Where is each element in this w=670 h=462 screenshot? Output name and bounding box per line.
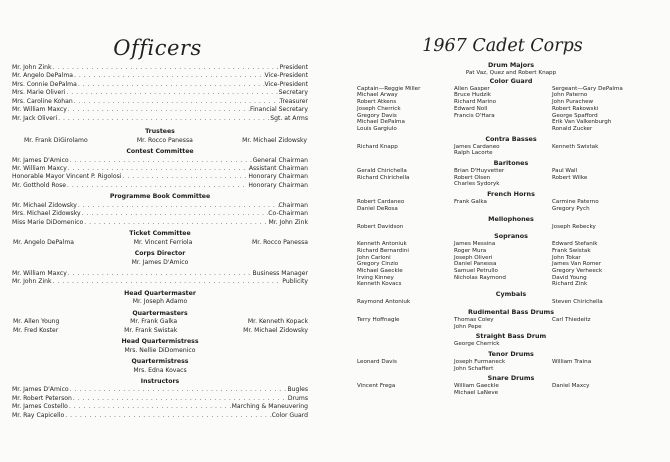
member-name: Robert Wilke [552, 174, 588, 181]
member-name: Leonard Davis [357, 358, 397, 365]
member-name: Paul Wall [552, 168, 578, 175]
trustees-heading: Trustees [145, 128, 175, 136]
name-column [552, 383, 665, 390]
officers-title: Officers [113, 36, 202, 60]
entry-role: Chairman [278, 201, 308, 209]
name-column [357, 224, 454, 231]
entry-role: President [279, 64, 308, 71]
member-name: George Cherrick [454, 341, 500, 348]
dotted-entry [12, 219, 308, 227]
trustee-name: Mr. Rocco Panessa [136, 136, 193, 144]
member-name: Daniel DeRosa [357, 205, 398, 212]
entry-role: Business Manager [252, 269, 308, 277]
entry-role: Secretary [278, 89, 308, 97]
member-name: Vincent Frega [357, 383, 396, 390]
entry-name: Mrs. Michael Zidowsky [12, 210, 81, 218]
member-name: Robert Rakowski [552, 105, 599, 112]
straight-bass-heading: Straight Bass Drum [475, 332, 547, 341]
leader-dots [83, 219, 268, 227]
name-column [552, 144, 665, 151]
member-name: Thomas Coley [454, 316, 494, 323]
member-name: Nicholas Raymond [454, 274, 506, 281]
qm-name: Mr. Fred Koster [13, 326, 59, 334]
entry-name: Mr. William Maxcy [12, 269, 67, 277]
leader-dots [67, 106, 250, 114]
section [357, 199, 665, 212]
name-column [357, 199, 454, 212]
member-name: Michael LaNeve [454, 390, 499, 397]
member-name: Michael Gaeckle [357, 268, 403, 275]
member-name: Gregory Verheeck [552, 268, 603, 275]
dotted-entry [12, 173, 308, 181]
leader-dots [67, 270, 253, 278]
entry-name: Mr. Angelo DePalma [12, 72, 74, 80]
dotted-entry [12, 403, 308, 411]
member-name: William Traina [552, 358, 592, 365]
member-name: Frank Swistak [552, 247, 591, 254]
member-name: Kenneth Antoniuk [357, 241, 407, 248]
section [357, 317, 665, 330]
member-name: John Schaffert [454, 365, 494, 372]
member-name: Terry Hoffnagle [357, 316, 400, 323]
dotted-entry [12, 386, 308, 394]
name-column [454, 383, 552, 396]
dotted-entry [12, 395, 308, 403]
member-name: Daniel Panessa [454, 261, 497, 268]
name-column [357, 168, 454, 181]
drum-majors-heading: Drum Majors [487, 61, 535, 69]
member-name: Roger Mura [454, 247, 487, 254]
member-name: Robert Davidson [357, 223, 404, 230]
head-qm-heading: Head Quartermaster [124, 289, 196, 297]
member-name: Bruce Hudzik [454, 92, 492, 99]
sopranos-heading: Sopranos [494, 232, 528, 241]
member-name: Raymond Antoniuk [357, 299, 411, 306]
member-name: James Van Romer [552, 261, 602, 268]
name-column [552, 359, 665, 366]
dotted-entry [12, 202, 308, 210]
section [357, 144, 665, 157]
member-name: Ralph Lacorte [454, 150, 493, 157]
member-name: Ronald Zucker [552, 125, 593, 132]
entry-name: Mr. John Zink [12, 64, 52, 71]
instructors-list [12, 386, 308, 420]
dotted-entry [12, 278, 308, 286]
member-name: Carmine Paterno [552, 199, 599, 206]
color-guard-heading: Color Guard [489, 76, 533, 85]
member-name: Francis O'Hara [454, 112, 495, 119]
entry-name: Mr. James Costello [12, 403, 68, 411]
name-column [357, 144, 454, 151]
name-column [357, 241, 454, 288]
member-name: Edward Noll [454, 105, 488, 112]
name-column [357, 383, 454, 390]
member-name: Richard Chirichella [357, 174, 410, 181]
member-name: John Purachew [552, 99, 594, 106]
member-name: Joseph Rebecky [552, 223, 596, 230]
member-name: Erik Van Valkenburgh [552, 119, 612, 126]
cymbals-heading: Cymbals [495, 290, 527, 299]
member-name: Robert Olsen [454, 174, 491, 181]
member-name: Daniel Maxcy [552, 383, 590, 390]
member-name: Joseph Furmaneck [454, 358, 506, 365]
qm-name: Mr. Michael Zidowsky [243, 326, 308, 334]
member-name: Gerald Chirichella [357, 168, 407, 175]
dotted-entry [12, 81, 308, 89]
entry-name: Mr. Ray Capicello [12, 411, 65, 419]
ticket-name: Mr. Rocco Panessa [252, 238, 308, 246]
trustee-name: Mr. Frank DiGirolamo [24, 136, 88, 144]
leader-dots [77, 202, 279, 210]
leader-dots [69, 157, 253, 165]
entry-role: Honorary Chairman [248, 181, 308, 189]
entry-name: Mrs. Connie DePalma [12, 80, 77, 88]
member-name: David Young [552, 274, 587, 281]
entry-role: Sgt. at Arms [270, 114, 308, 122]
dotted-entry [12, 270, 308, 278]
dotted-entry [12, 72, 308, 80]
baritones-heading: Baritones [493, 159, 529, 168]
leader-dots [65, 89, 278, 97]
member-name: Gregory Cinzio [357, 261, 399, 268]
section [357, 224, 665, 231]
entry-role: Color Guard [271, 411, 308, 419]
programme-list [12, 202, 308, 227]
member-name: Joseph Cherrick [357, 105, 401, 112]
qmistress-name: Mrs. Edna Kovacs [133, 366, 187, 374]
member-name: Carl Thiedeitz [552, 316, 591, 323]
member-name: Robert Cardaneo [357, 199, 405, 206]
member-name: Captain—Reggie Miller [357, 85, 421, 92]
entry-name: Mr. William Maxcy [12, 164, 67, 172]
member-name: Kenneth Kovacs [357, 281, 402, 288]
member-name: William Gaeckle [454, 383, 499, 390]
leader-dots [69, 386, 288, 394]
entry-name: Honorable Mayor Vincent P. Rigolosi [12, 173, 122, 181]
entry-role: Financial Secretary [250, 106, 308, 114]
leader-dots [68, 403, 232, 411]
snare-heading: Snare Drums [487, 374, 535, 383]
corps-body [357, 61, 665, 399]
entry-role: Vice-President [264, 80, 308, 88]
leader-dots [77, 81, 265, 89]
entry-name: Mr. William Maxcy [12, 106, 67, 114]
member-name: John Carloni [357, 254, 391, 261]
entry-name: Mrs. Marie Oliveri [12, 89, 66, 97]
straight-bass-row [357, 341, 665, 348]
member-name: Kenneth Swistak [552, 143, 599, 150]
member-name: John Paterno [552, 92, 588, 99]
name-column [552, 224, 665, 231]
trustee-name: Mr. Michael Zidowsky [242, 136, 307, 144]
member-name: George Spafford [552, 112, 598, 119]
head-qmistress-heading: Head Quartermistress [121, 338, 199, 346]
instructors-heading: Instructors [140, 377, 180, 385]
officers-body [12, 64, 308, 420]
programme-heading: Programme Book Committee [109, 193, 211, 201]
entry-name: Mr. Michael Zidowsky [12, 201, 77, 209]
name-column [454, 86, 552, 120]
member-name: James Messina [454, 241, 496, 248]
officers-list [12, 64, 308, 123]
name-column [357, 317, 454, 324]
section [357, 383, 665, 396]
entry-name: Mr. Jack Oliveri [12, 114, 58, 122]
entry-role: Bugles [287, 386, 308, 394]
trustees-row [12, 137, 308, 145]
name-column [552, 168, 665, 181]
qmistress-heading: Quartermistress [131, 358, 189, 366]
qm-row-2 [12, 327, 308, 335]
name-column [552, 86, 665, 133]
qm-row-1 [12, 318, 308, 326]
dotted-entry [12, 98, 308, 106]
member-name: John Pepe [454, 323, 482, 330]
member-name: Brian D'Huyvetter [454, 168, 505, 175]
entry-name: Mr. James D'Amico [12, 156, 69, 164]
ticket-row [12, 239, 308, 247]
qm-name: Mr. Frank Galka [130, 318, 178, 326]
member-name: Sergeant—Gary DePalma [552, 85, 623, 92]
leader-dots [81, 210, 269, 218]
section [357, 86, 665, 133]
entry-role: Drums [287, 394, 308, 402]
member-name: James Cardaneo [454, 143, 500, 150]
member-name: Michael DePalma [357, 119, 405, 126]
leader-dots [73, 72, 265, 80]
entry-role: Assistant Chairman [248, 164, 308, 172]
leader-dots [72, 395, 288, 403]
section [357, 359, 665, 372]
leader-dots [73, 98, 280, 106]
leader-dots [57, 115, 270, 123]
dotted-entry [12, 182, 308, 190]
entry-name: Mr. Robert Peterson [12, 394, 72, 402]
corps-title: 1967 Cadet Corps [422, 36, 583, 56]
member-name: Frank Galka [454, 199, 487, 206]
drum-majors-names: Pat Vaz, Quez and Robert Knapp [465, 70, 557, 76]
member-name: Richard Knapp [357, 143, 398, 150]
leader-dots [52, 64, 280, 72]
entry-role: Marching & Maneuvering [231, 403, 308, 411]
member-name: Steven Chirichella [552, 299, 603, 306]
leader-dots [121, 173, 248, 181]
name-column [357, 86, 454, 133]
dotted-entry [12, 115, 308, 123]
name-column [454, 144, 552, 157]
entry-name: Mr. Gotthold Rose [12, 181, 67, 189]
name-column [357, 359, 454, 366]
dotted-entry [12, 89, 308, 97]
rudimental-heading: Rudimental Bass Drums [467, 307, 555, 316]
entry-name: Miss Marie DiDomenico [12, 218, 84, 226]
member-name: Richard Bernardini [357, 247, 409, 254]
member-name: Allen Gasper [454, 85, 490, 92]
entry-role: Publicity [282, 278, 308, 286]
leader-dots [52, 278, 283, 286]
director-heading: Corps Director [134, 250, 186, 258]
director-name: Mr. James D'Amico [131, 258, 189, 266]
business-list [12, 270, 308, 287]
member-name: Robert Atkens [357, 99, 397, 106]
leader-dots [67, 165, 249, 173]
dotted-entry [12, 412, 308, 420]
name-column [552, 241, 665, 288]
mellophones-heading: Mellophones [488, 214, 534, 223]
name-column [454, 317, 552, 330]
entry-name: Mrs. Caroline Kohan [12, 97, 73, 105]
qm-name: Mr. Allen Young [13, 318, 60, 326]
member-name: John Tokar [552, 254, 581, 261]
tenor-heading: Tenor Drums [488, 349, 534, 358]
contest-heading: Contest Committee [126, 148, 194, 156]
entry-role: Co-Chairman [268, 210, 308, 218]
dotted-entry [12, 165, 308, 173]
member-name: Gregory Pych [552, 205, 590, 212]
dotted-entry [12, 106, 308, 114]
section [357, 241, 665, 288]
member-name: Charles Sydoryk [454, 181, 500, 188]
leader-dots [64, 412, 271, 420]
qm-name: Mr. Frank Swistak [124, 326, 178, 334]
member-name: Michael Arway [357, 92, 398, 99]
entry-role: Treasurer [279, 97, 308, 105]
section [357, 168, 665, 188]
name-column [454, 359, 552, 372]
contra-basses-heading: Contra Basses [485, 134, 537, 143]
name-column [552, 199, 665, 212]
ticket-name: Mr. Vincent Ferriola [133, 238, 193, 246]
head-qmistress-name: Mrs. Nellie DiDomenico [124, 346, 196, 354]
leader-dots [66, 182, 248, 190]
name-column [552, 299, 665, 306]
name-column [552, 317, 665, 324]
entry-role: General Chairman [252, 156, 308, 164]
ticket-heading: Ticket Committee [129, 230, 191, 238]
member-name: Irving Kinney [357, 274, 394, 281]
name-column [454, 168, 552, 188]
french-horns-heading: French Horns [487, 190, 535, 199]
contest-list [12, 157, 308, 191]
qm-heading: Quartermasters [132, 309, 188, 317]
corps-page [335, 0, 670, 462]
entry-name: Mr. John Zink [12, 278, 52, 286]
dotted-entry [12, 157, 308, 165]
member-name: Louis Gargiulo [357, 125, 397, 132]
name-column [454, 241, 552, 281]
member-name: Edward Stefanik [552, 241, 598, 248]
member-name: Joseph Oliveri [454, 254, 493, 261]
entry-role: Vice-President [264, 72, 308, 80]
section [357, 299, 665, 306]
name-column [454, 199, 552, 206]
member-name: Richard Zink [552, 281, 588, 288]
head-qm-name: Mr. Joseph Adamo [132, 298, 188, 306]
qm-name: Mr. Kenneth Kopack [247, 318, 308, 326]
member-name: Gregory Davis [357, 112, 397, 119]
entry-role: Mr. John Zink [268, 218, 308, 226]
name-column [357, 299, 454, 306]
dotted-entry [12, 210, 308, 218]
member-name: Richard Marino [454, 99, 497, 106]
member-name: Samuel Petrullo [454, 268, 498, 275]
entry-name: Mr. James D'Amico [12, 386, 69, 394]
dotted-entry [12, 64, 308, 72]
ticket-name: Mr. Angelo DePalma [13, 238, 75, 246]
entry-role: Honorary Chairman [248, 173, 308, 181]
